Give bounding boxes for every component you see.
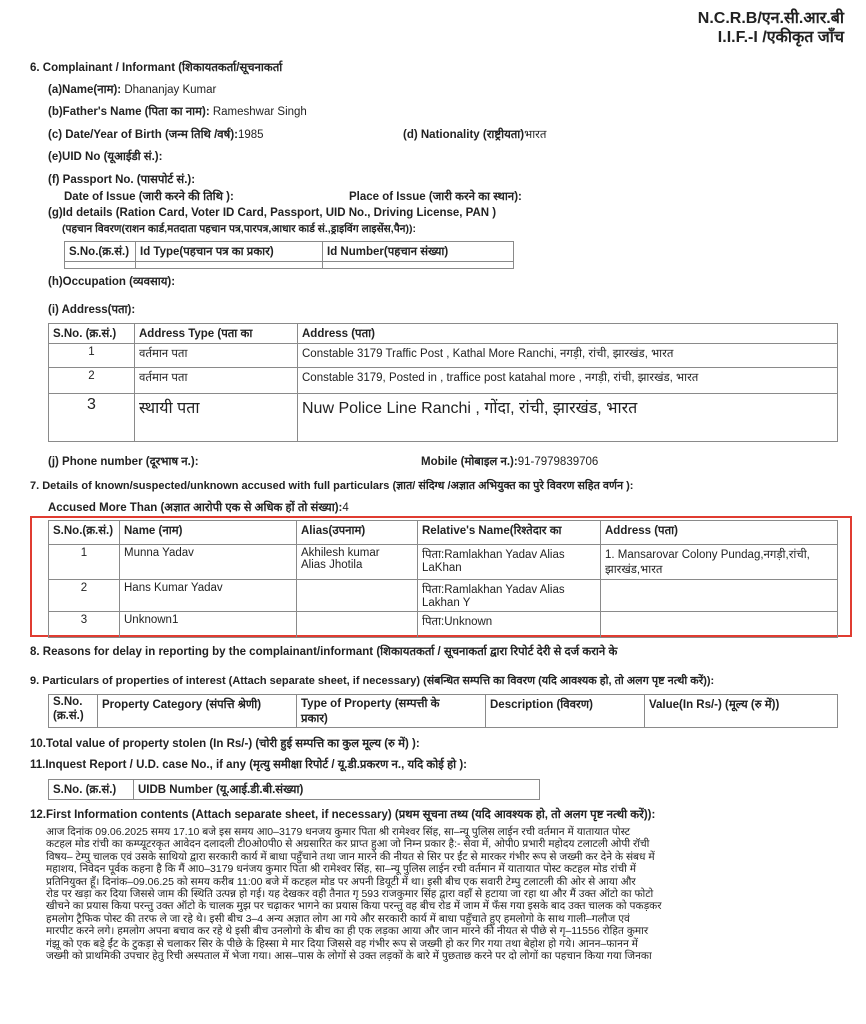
father-value: Rameshwar Singh — [212, 106, 307, 118]
acc-sno: 2 — [49, 580, 120, 612]
acc-sno: 1 — [49, 545, 120, 580]
acc-address — [601, 580, 838, 612]
prop-col-type — [297, 695, 486, 728]
nationality-row — [403, 127, 546, 142]
uid-label: (e)UID No (यूआईडी सं.): — [48, 151, 163, 163]
id-details-label: (g)Id details (Ration Card, Voter ID Card, Passport, UID No., Driving License, PAN ) — [48, 207, 497, 219]
prop-col-type-line: प्रकार) — [301, 713, 328, 725]
section-7-title: 7. Details of known/suspected/unknown accused with full particulars (ज्ञात/ संदिग्ध /अज्ञात अभियुक्त का पुरे विवरण सहित वर्णन ): — [30, 480, 634, 492]
phone-label: (j) Phone number (दूरभाष न.): — [48, 456, 199, 468]
acc-relative-line: पिता:Ramlakhan Yadav Alias — [422, 549, 565, 561]
prop-col-type-line: Type of Property (सम्पत्ती के — [301, 698, 440, 710]
table-row — [49, 612, 838, 638]
section-12-title: 12.First Information contents (Attach separate sheet, if necessary) (प्रथम सूचना तथ्य (यदि आवश्यक हो, तो अलग पृष्ट नत्थी करें)): — [30, 809, 656, 821]
name-value: Dhananjay Kumar — [124, 84, 217, 96]
property-table-header — [49, 695, 838, 728]
inquest-table-header — [49, 780, 540, 800]
accused-more-than-label: Accused More Than (अज्ञात आरोपी एक से अधिक हों तो संख्या): — [48, 502, 343, 514]
acc-sno: 3 — [49, 612, 120, 638]
accused-table-header — [49, 521, 838, 545]
issue-place-label: Place of Issue (जारी करने का स्थान): — [349, 191, 522, 203]
addr-type: वर्तमान पता — [135, 368, 298, 394]
acc-relative-line: पिता:Ramlakhan Yadav Alias — [422, 584, 565, 596]
table-row — [49, 545, 838, 580]
acc-alias-line: Akhilesh kumar — [301, 547, 380, 559]
property-table — [48, 694, 838, 728]
addr-type: वर्तमान पता — [135, 344, 298, 368]
section-6-title: 6. Complainant / Informant (शिकायतकर्ता/सूचनाकर्ता — [30, 62, 283, 74]
id-col-type: Id Type(पहचान पत्र का प्रकार) — [136, 242, 323, 262]
id-details-label-hindi: (पहचान विवरण(राशन कार्ड,मतदाता पहचान पत्र,पारपत्र,आधार कार्ड सं.,ड्राइविंग लाइसेंस,पैन)): — [62, 223, 416, 235]
dob-value: 1985 — [238, 129, 264, 141]
fir-line: मारपीट करने लगे। हमलोग अपना बचाव कर रहे थे इसी बीच उनलोगो के बीच का ही एक लड़का आया और जान मारने की नीयत से पीछे से गृ–11556 रोहित कुमार — [46, 925, 649, 938]
acc-alias — [297, 612, 418, 638]
id-table — [64, 241, 514, 269]
prop-col-description: Description (विवरण) — [486, 695, 645, 728]
addr-col-type: Address Type (पता का — [135, 324, 298, 344]
id-col-sno: S.No.(क्र.सं.) — [65, 242, 136, 262]
acc-col-sno: S.No.(क्र.सं.) — [49, 521, 120, 545]
acc-relative-line: LaKhan — [422, 562, 462, 574]
table-row — [49, 368, 838, 394]
prop-col-category: Property Category (संपत्ति श्रेणी) — [98, 695, 297, 728]
acc-relative — [418, 545, 601, 580]
acc-alias — [297, 545, 418, 580]
acc-relative — [418, 580, 601, 612]
prop-col-sno-en: S.No. — [53, 696, 83, 708]
id-table-empty-row — [65, 262, 514, 269]
inquest-table — [48, 779, 540, 800]
nationality-value: भारत — [524, 129, 547, 141]
mobile-row — [421, 454, 598, 469]
section-9-title: 9. Particulars of properties of interest (Attach separate sheet, if necessary) (संबन्धित सम्पत्ति का विवरण (यदि आवश्यक हो, तो अलग पृष्ट नत्थी करें)): — [30, 675, 715, 687]
accused-more-than-value: 4 — [342, 502, 349, 514]
dob-label: (c) Date/Year of Birth (जन्म तिथि /वर्ष): — [48, 129, 238, 141]
addr-sno: 3 — [49, 394, 135, 442]
acc-col-name: Name (नाम) — [120, 521, 297, 545]
table-row — [49, 580, 838, 612]
acc-address — [601, 545, 838, 580]
acc-col-relative: Relative's Name(रिश्तेदार का — [418, 521, 601, 545]
acc-address-line: 1. Mansarovar Colony Pundag,नगड़ी,रांची, — [605, 549, 810, 561]
ncrb-header: N.C.R.B/एन.सी.आर.बी — [697, 10, 844, 27]
mobile-value: 91-7979839706 — [517, 456, 599, 468]
name-label: (a)Name(नाम): — [48, 84, 122, 96]
inq-col-sno: S.No. (क्र.सं.) — [49, 780, 134, 800]
mobile-label: Mobile (मोबाइल न.): — [421, 456, 518, 468]
fir-line: विषय– टेम्पु चालक एवं उसके साथियो द्वारा सरकारी कार्य में बाधा पहुँचाने तथा जान मारने की नीयत से सिर पर ईंट से मारकर गंभीर रूप से जख्मी कर देने के संबध में — [46, 850, 655, 863]
addr-type: स्थायी पता — [135, 394, 298, 442]
addr-value: Constable 3179 Traffic Post , Kathal More Ranchi, नगड़ी, रांची, झारखंड, भारत — [298, 344, 838, 368]
fir-line: गंझू को एक बड़े ईंट के टुकड़ा से चलाकर सिर के पीछे के हिस्सा मे मार दिया जिससे वह गंभीर रूप से जख्मी हो कर गिर गया तथा बेहोश हो गये। आनन–फानन में — [46, 937, 638, 950]
addr-sno: 1 — [49, 344, 135, 368]
table-row — [49, 344, 838, 368]
nationality-label: (d) Nationality (राष्ट्रीयता) — [403, 129, 525, 141]
accused-table — [48, 520, 838, 638]
fir-line: जख्मी को प्राथमिकी उपचार हेतु रिची अस्पताल में भेजा गया। आस–पास के लोगों से उक्त लड़कों के बारे में पुछताछ करने पर दो लोगों का पहचान किया गया जिनका — [46, 950, 652, 963]
acc-name: Munna Yadav — [120, 545, 297, 580]
first-information-text — [46, 826, 826, 962]
address-table-header — [49, 324, 838, 344]
prop-col-sno — [49, 695, 98, 728]
fir-line: खीचने का प्रयास किया परन्तु उक्त ऑटो के चालक मुझ पर चढ़ाकर भागने का प्रयास किया परन्तु वह बीच रोड में जाम में फँस गया इसके बाद उक्त चालक को पकड़कर — [46, 900, 662, 913]
table-row — [49, 394, 838, 442]
acc-relative-line: Lakhan Y — [422, 597, 471, 609]
prop-col-value: Value(In Rs/-) (मूल्य (रु में)) — [645, 695, 838, 728]
section-10-title: 10.Total value of property stolen (In Rs/-) (चोरी हुई सम्पत्ति का कुल मूल्य (रु में) ): — [30, 738, 420, 750]
addr-col-sno: S.No. (क्र.सं.) — [49, 324, 135, 344]
section-8-title: 8. Reasons for delay in reporting by the complainant/informant (शिकायतकर्ता / सूचनाकर्ता द्वारा रिपोर्ट देरी से दर्ज कराने के — [30, 646, 618, 658]
acc-col-alias: Alias(उपनाम) — [297, 521, 418, 545]
issue-date-label: Date of Issue (जारी करने की तिथि ): — [64, 191, 234, 203]
dob-row — [48, 127, 264, 142]
addr-value: Nuw Police Line Ranchi , गोंदा, रांची, झारखंड, भारत — [298, 394, 838, 442]
acc-name: Unknown1 — [120, 612, 297, 638]
acc-alias — [297, 580, 418, 612]
address-label: (i) Address(पता): — [48, 304, 136, 316]
fir-line: कटहल मोड रांची का कम्प्यूटरकृत आवेदन दलादली टी0ओ0पी0 से अग्रसारित कर प्राप्त हुआ जो निम्न प्रकार है:- सेवा में, ओपी0 प्रभारी महोदय टलाटली ओपी रॉची — [46, 838, 650, 851]
acc-alias-line: Alias Jhotila — [301, 559, 363, 571]
addr-value: Constable 3179, Posted in , traffice post katahal more , नगड़ी, रांची, झारखंड, भारत — [298, 368, 838, 394]
address-table — [48, 323, 838, 442]
acc-address-line: झारखंड,भारत — [605, 564, 663, 576]
name-row — [48, 82, 216, 97]
addr-sno: 2 — [49, 368, 135, 394]
passport-label: (f) Passport No. (पासपोर्ट सं.): — [48, 174, 196, 186]
father-row — [48, 104, 307, 119]
iif-header: I.I.F.-I /एकीकृत जाँच — [717, 29, 844, 46]
id-table-header — [65, 242, 514, 262]
addr-col-address: Address (पता) — [298, 324, 838, 344]
fir-line: हमलोग ट्रैफिक पोस्ट की तरफ ले जा रहे थे। इसी बीच 3–4 अन्य अज्ञात लोग आ गये और सरकारी कार्य में बाधा पहुँचाते हुए हमलोगो के साथ गाली–गलौज एवं — [46, 912, 630, 925]
inq-col-uidb: UIDB Number (यू.आई.डी.बी.संख्या) — [134, 780, 540, 800]
acc-col-address: Address (पता) — [601, 521, 838, 545]
fir-line: महाशय, निवेदन पूर्वक कहना है कि मैं आ0–3179 धनंजय कुमार पिता श्री रामेश्वर सिंह, सा–न्यू पुलिस लाईन रची वर्तमान में यातायात पोस्ट कटहल मोड रांची में — [46, 863, 637, 876]
acc-address — [601, 612, 838, 638]
fir-line: आज दिनांक 09.06.2025 समय 17.10 बजे इस समय आ0–3179 धनजय कुमार पिता श्री रामेश्वर सिंह, सा–न्यू पुलिस लाईन रची वर्तमान में यातायात पोस्ट — [46, 826, 630, 838]
fir-line: प्रतिनियुक्त हूँ। दिनांक–09.06.25 को समय करीब 11:00 बजे में कटहल मोड पर अपनी डियूटी में था। इसी बीच एक सवारी टेम्पु टलाटली की ओर से आया और — [46, 875, 636, 888]
acc-name: Hans Kumar Yadav — [120, 580, 297, 612]
father-label: (b)Father's Name (पिता का नाम): — [48, 106, 210, 118]
accused-more-than-row — [48, 500, 349, 515]
id-col-number: Id Number(पहचान संख्या) — [323, 242, 514, 262]
acc-relative: पिता:Unknown — [418, 612, 601, 638]
section-11-title: 11.Inquest Report / U.D. case No., if any (मृत्यु समीक्षा रिपोर्ट / यू.डी.प्रकरण न., यदि कोई हो ): — [30, 759, 468, 771]
fir-line: रोड पर खड़ा कर दिया जिससे जाम की स्थिति उत्पन्न हो गई। यह देखकर वही तैनात गृ 593 राजकुमार सिंह द्वारा वहाँ से हटाया जा रहा था और मैं उक्त ऑटो का फोटो — [46, 888, 654, 901]
occupation-label: (h)Occupation (व्यवसाय): — [48, 276, 176, 288]
prop-col-sno-hi: (क्र.सं.) — [53, 710, 84, 722]
